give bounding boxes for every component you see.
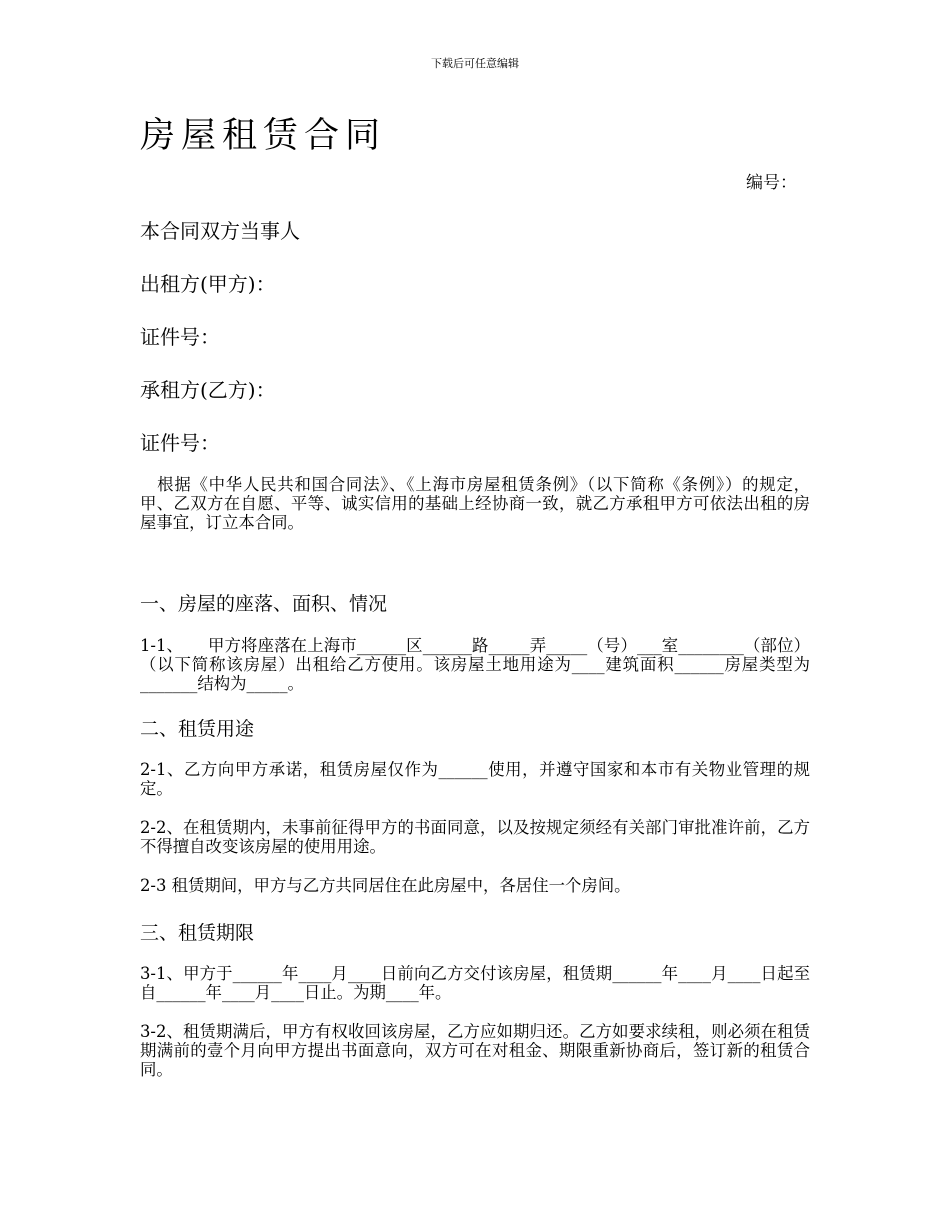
clause-1-1: 1-1、 甲方将座落在上海市______区______路_____弄_____（号）___室________（部位）（以下简称该房屋）出租给乙方使用。该房屋土地用途为____建筑面积______房屋类型为_______结构为_____。 <box>140 636 810 693</box>
clause-3-2: 3-2、租赁期满后，甲方有权收回该房屋，乙方应如期归还。乙方如要求续租，则必须在租赁期满前的壹个月向甲方提出书面意向，双方可在对租金、期限重新协商后，签订新的租赁合同。 <box>140 1022 810 1079</box>
header-note: 下载后可任意编辑 <box>431 57 519 70</box>
lessor-line: 出租方(甲方)： <box>140 272 276 296</box>
clause-3-1: 3-1、甲方于______年____月____日前向乙方交付该房屋，租赁期______年____月____日起至自______年____月____日止。为期____年。 <box>140 964 810 1002</box>
clause-2-3: 2-3 租赁期间，甲方与乙方共同居住在此房屋中，各居住一个房间。 <box>140 876 631 895</box>
lessee-line: 承租方(乙方)： <box>140 378 276 402</box>
section-1-heading: 一、房屋的座落、面积、情况 <box>140 593 388 615</box>
serial-number-label: 编号： <box>746 173 797 193</box>
preamble-paragraph: 根据《中华人民共和国合同法》、《上海市房屋租赁条例》（以下简称《条例》）的规定，甲、乙双方在自愿、平等、诚实信用的基础上经协商一致，就乙方承租甲方可依法出租的房屋事宜，订立本合同。 <box>140 475 810 532</box>
section-2-heading: 二、租赁用途 <box>140 718 255 740</box>
clause-2-1: 2-1、乙方向甲方承诺，租赁房屋仅作为______使用，并遵守国家和本市有关物业管理的规定。 <box>140 760 810 798</box>
lessee-id-line: 证件号： <box>140 431 220 455</box>
lessor-id-line: 证件号： <box>140 325 220 349</box>
document-title: 房屋租赁合同 <box>140 116 387 156</box>
section-3-heading: 三、租赁期限 <box>140 922 255 944</box>
parties-intro: 本合同双方当事人 <box>140 219 300 243</box>
clause-2-2: 2-2、在租赁期内，未事前征得甲方的书面同意，以及按规定须经有关部门审批准许前，乙方不得擅自改变该房屋的使用用途。 <box>140 818 810 856</box>
